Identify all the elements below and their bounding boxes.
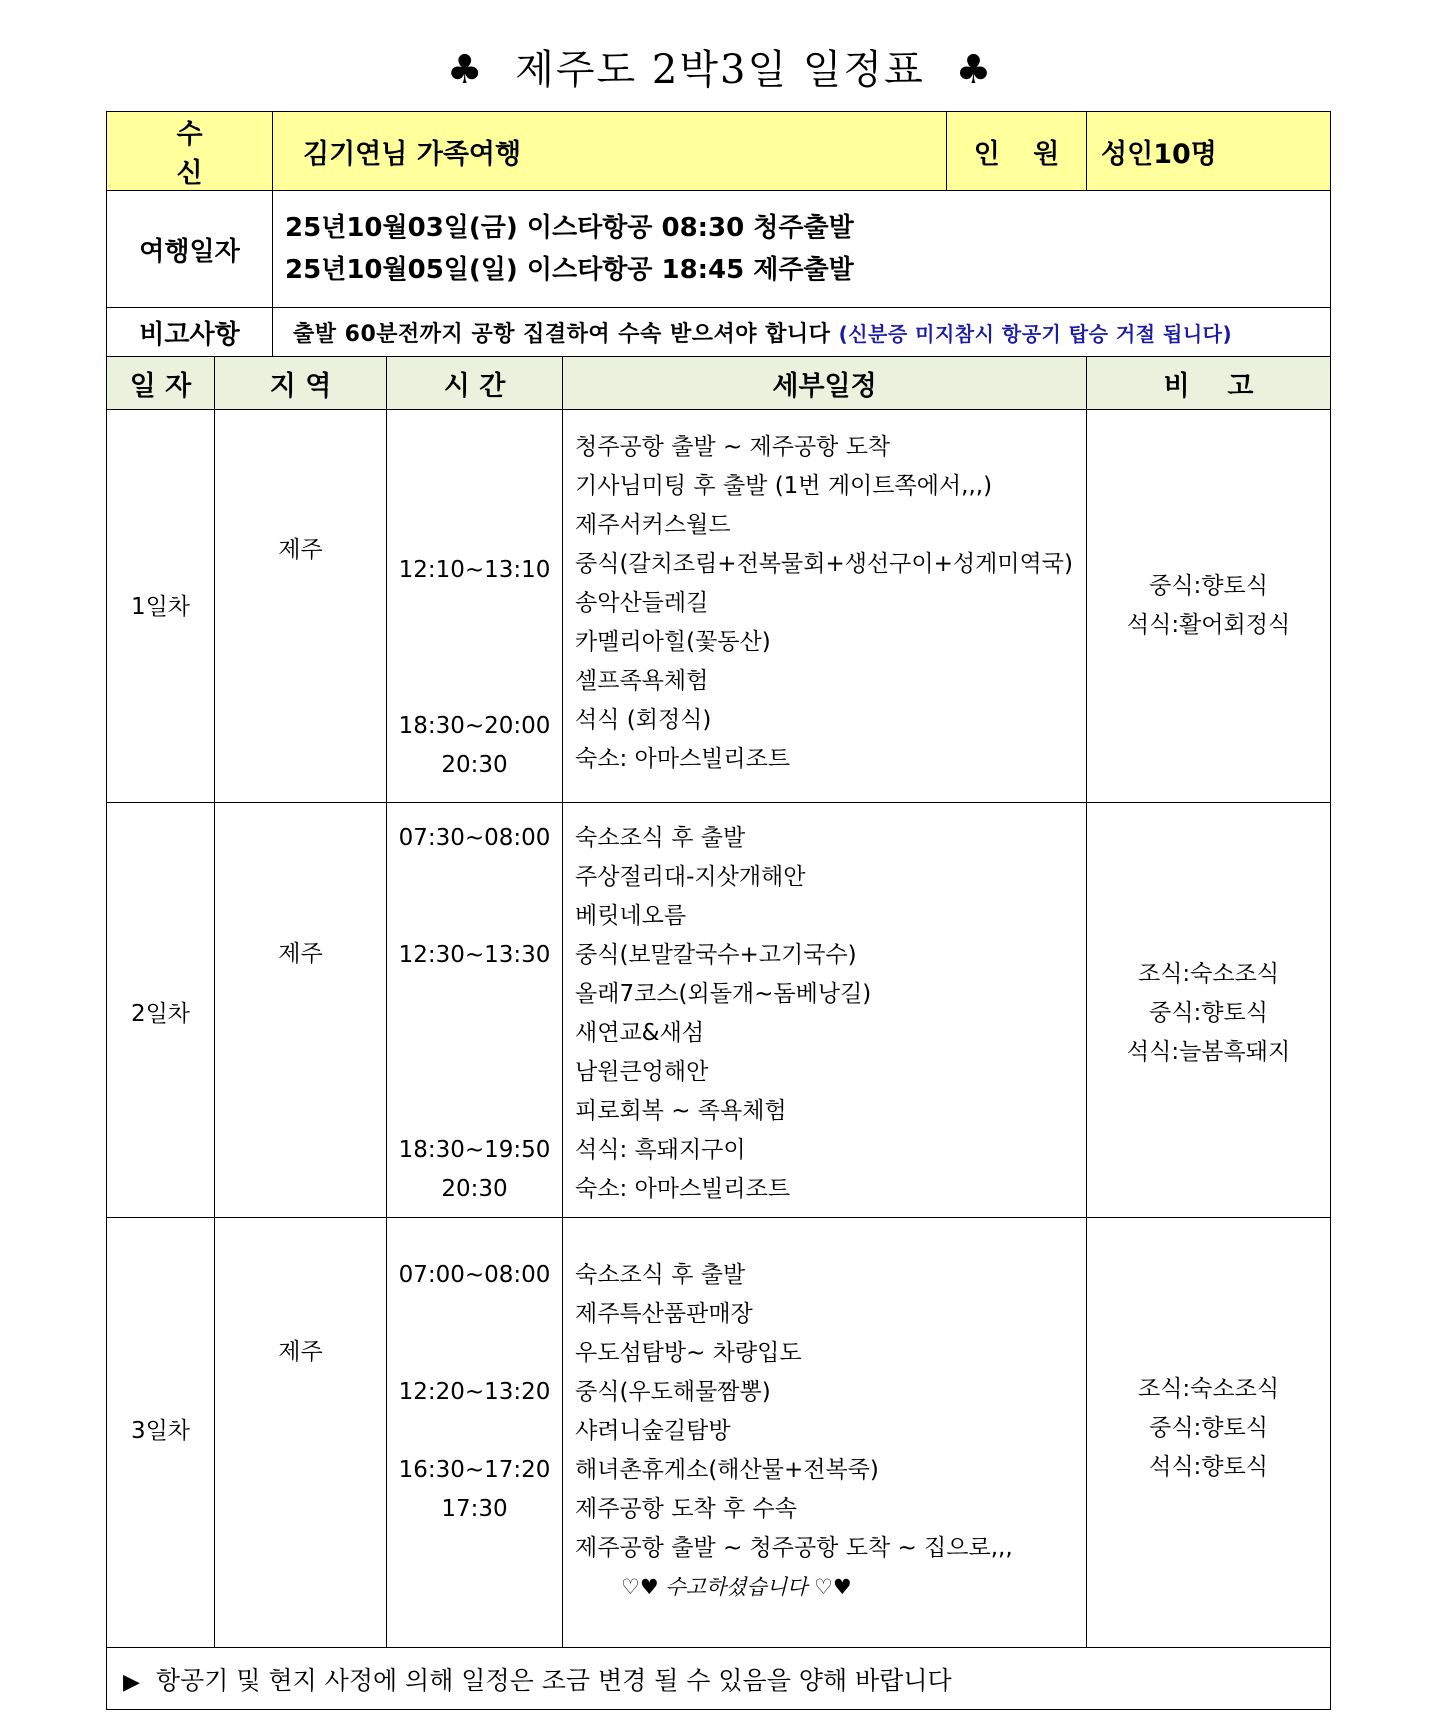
- time-slot: 20:30: [441, 752, 508, 778]
- list-item: 셀프족욕체험: [575, 668, 709, 694]
- people-label: 인 원: [947, 112, 1087, 191]
- list-item: 새연교&새섬: [575, 1020, 705, 1046]
- list-item: 청주공항 출발 ~ 제주공항 도착: [575, 434, 891, 460]
- meal-note: 석식:늘봄흑돼지: [1126, 1039, 1291, 1065]
- region-cell: 제주: [215, 410, 387, 803]
- col-time: 시 간: [387, 357, 563, 410]
- recipient-label: 수신: [107, 112, 273, 191]
- club-icon: ♣: [955, 47, 994, 93]
- memo-cell: [1087, 803, 1331, 1218]
- footer-row: [107, 1648, 1331, 1710]
- col-details: 세부일정: [563, 357, 1087, 410]
- notes-warning: (신분증 미지참시 항공기 탑승 거절 됩니다): [838, 321, 1233, 346]
- list-item: 석식 (회정식): [575, 707, 712, 733]
- list-item: 제주특산품판매장: [575, 1301, 753, 1327]
- time-slot: 20:30: [441, 1176, 508, 1202]
- time-slot: 12:30~13:30: [398, 942, 551, 968]
- col-memo: 비 고: [1087, 357, 1331, 410]
- details-cell: [563, 410, 1087, 803]
- time-slot: 12:20~13:20: [398, 1379, 551, 1405]
- day-row: [107, 410, 1331, 803]
- list-item: 숙소: 아마스빌리조트: [575, 1176, 791, 1202]
- list-item: 중식(갈치조림+전복물회+생선구이+성게미역국): [575, 551, 1073, 577]
- travel-dates-row: [107, 191, 1331, 308]
- col-day: 일 자: [107, 357, 215, 410]
- notes-row: [107, 308, 1331, 357]
- travel-dates-label: 여행일자: [107, 191, 273, 308]
- title-text: 제주도 2박3일 일정표: [515, 47, 925, 93]
- notes-text: 출발 60분전까지 공항 집결하여 수속 받으셔야 합니다: [293, 321, 831, 347]
- list-item: 남원큰엉해안: [575, 1059, 709, 1085]
- list-item: 숙소조식 후 출발: [575, 825, 746, 851]
- time-slot: 18:30~19:50: [398, 1137, 551, 1163]
- list-item: 제주서커스월드: [575, 512, 731, 538]
- meal-note: 조식:숙소조식: [1138, 1376, 1280, 1402]
- list-item: 우도섬탐방~ 차량입도: [575, 1340, 802, 1366]
- meal-note: 조식:숙소조식: [1138, 961, 1280, 987]
- notes-label: 비고사항: [107, 308, 273, 357]
- day-row: [107, 1218, 1331, 1648]
- list-item: 샤려니숲길탐방: [575, 1418, 731, 1444]
- day-label: 3일차: [107, 1218, 215, 1648]
- schedule-table: [106, 111, 1331, 1710]
- time-slot: 12:10~13:10: [398, 557, 551, 583]
- list-item: 베릿네오름: [575, 903, 687, 929]
- travel-dates-value: [273, 191, 1331, 308]
- list-item: 피로회복 ~ 족욕체험: [575, 1098, 787, 1124]
- column-header-row: [107, 357, 1331, 410]
- list-item: 제주공항 출발 ~ 청주공항 도착 ~ 집으로,,,: [575, 1535, 1013, 1561]
- region-cell: 제주: [215, 803, 387, 1218]
- memo-cell: [1087, 1218, 1331, 1648]
- details-cell: [563, 803, 1087, 1218]
- list-item: 해녀촌휴게소(해산물+전복죽): [575, 1457, 879, 1483]
- list-item: 숙소조식 후 출발: [575, 1262, 746, 1288]
- list-item: 기사님미팅 후 출발 (1번 게이트쪽에서,,,): [575, 473, 993, 499]
- list-item: 중식(우도해물짬뽕): [575, 1379, 771, 1405]
- meal-note: 석식:향토식: [1149, 1454, 1268, 1480]
- time-slot: 16:30~17:20: [398, 1457, 551, 1483]
- meal-note: 중식:향토식: [1149, 1000, 1268, 1026]
- people-value: 성인10명: [1087, 112, 1331, 191]
- time-slot: 17:30: [441, 1496, 508, 1522]
- region-cell: 제주: [215, 1218, 387, 1648]
- meal-note: 중식:향토식: [1149, 573, 1268, 599]
- triangle-right-icon: ▶: [123, 1669, 140, 1695]
- footer-text: 항공기 및 현지 사정에 의해 일정은 조금 변경 될 수 있음을 양해 바랍니다: [155, 1665, 952, 1695]
- list-item: 올래7코스(외돌개~돔베낭길): [575, 981, 872, 1007]
- day-label: 2일차: [107, 803, 215, 1218]
- list-item: 석식: 흑돼지구이: [575, 1137, 746, 1163]
- list-item: 송악산들레길: [575, 590, 709, 616]
- page-title: [0, 38, 1440, 95]
- recipient-value: 김기연님 가족여행: [273, 112, 947, 191]
- meal-note: 석식:활어회정식: [1126, 612, 1291, 638]
- list-item: 숙소: 아마스빌리조트: [575, 746, 791, 772]
- time-slot: 18:30~20:00: [398, 713, 551, 739]
- meal-note: 중식:향토식: [1149, 1415, 1268, 1441]
- recipient-row: [107, 112, 1331, 191]
- list-item: 카멜리아힐(꽃동산): [575, 629, 771, 655]
- notes-value: [273, 308, 1331, 357]
- club-icon: ♣: [446, 47, 485, 93]
- return-line: 25년10월05일(일) 이스타항공 18:45 제주출발: [285, 255, 854, 285]
- list-item: 제주공항 도착 후 수속: [575, 1496, 797, 1522]
- time-cell: [387, 1218, 563, 1648]
- time-slot: 07:00~08:00: [398, 1262, 551, 1288]
- details-cell: [563, 1218, 1087, 1648]
- time-cell: [387, 803, 563, 1218]
- footer-notice: [107, 1648, 1331, 1710]
- list-item: 주상절리대-지삿개해안: [575, 864, 806, 890]
- time-slot: 07:30~08:00: [398, 825, 551, 851]
- day-label: 1일차: [107, 410, 215, 803]
- list-item: 중식(보말칼국수+고기국수): [575, 942, 857, 968]
- closing-message: ♡♥ 수고하셨습니다 ♡♥: [621, 1575, 852, 1599]
- departure-line: 25년10월03일(금) 이스타항공 08:30 청주출발: [285, 213, 854, 243]
- day-row: [107, 803, 1331, 1218]
- time-cell: [387, 410, 563, 803]
- col-region: 지 역: [215, 357, 387, 410]
- memo-cell: [1087, 410, 1331, 803]
